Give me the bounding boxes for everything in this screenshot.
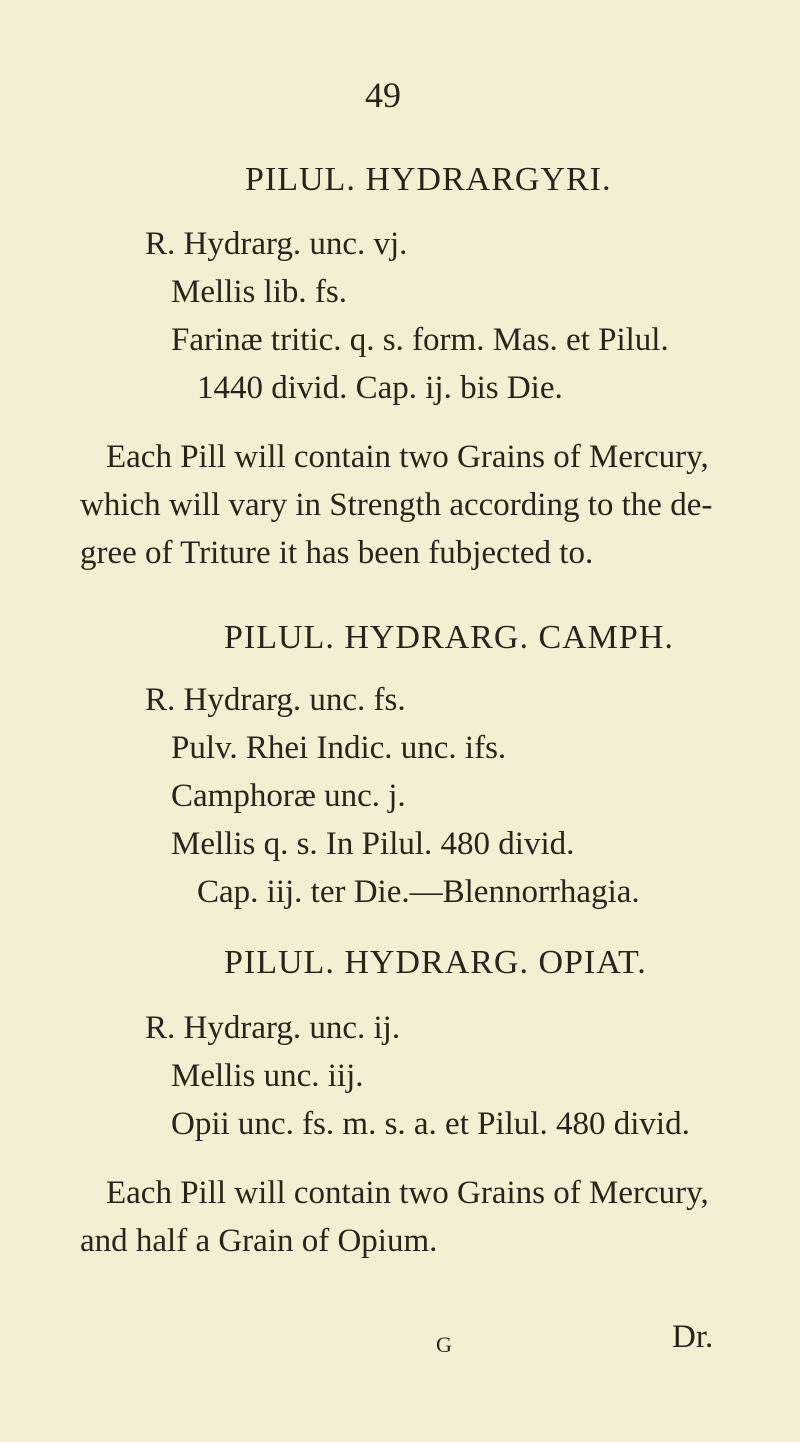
note-line: Each Pill will contain two Grains of Mercury,: [106, 1175, 709, 1211]
section-heading-hydrargyri: PILUL. HYDRARGYRI.: [245, 161, 612, 198]
recipe-line: R. Hydrarg. unc. fs.: [145, 682, 406, 718]
recipe-line: 1440 divid. Cap. ij. bis Die.: [197, 370, 563, 406]
recipe-line: Farinæ tritic. q. s. form. Mas. et Pilul.: [171, 322, 669, 358]
signature-mark: G: [436, 1332, 452, 1357]
recipe-line: Pulv. Rhei Indic. unc. ifs.: [171, 730, 507, 766]
recipe-line: R. Hydrarg. unc. ij.: [145, 1010, 401, 1046]
recipe-line: Mellis lib. fs.: [171, 274, 348, 310]
section-heading-hydrarg-camph: PILUL. HYDRARG. CAMPH.: [224, 619, 674, 656]
page-number: 49: [365, 75, 401, 115]
note-line: and half a Grain of Opium.: [80, 1223, 438, 1259]
recipe-line: Cap. iij. ter Die.—Blennorrhagia.: [197, 874, 640, 910]
recipe-line: Camphoræ unc. j.: [171, 778, 406, 814]
note-line: Each Pill will contain two Grains of Mercury,: [106, 439, 709, 475]
note-line: which will vary in Strength according to the de-: [80, 487, 713, 523]
catchword: Dr.: [672, 1319, 714, 1355]
note-line: gree of Triture it has been fubjected to.: [80, 535, 594, 571]
recipe-line: Mellis q. s. In Pilul. 480 divid.: [171, 826, 575, 862]
recipe-line: Mellis unc. iij.: [171, 1058, 364, 1094]
recipe-line: R. Hydrarg. unc. vj.: [145, 226, 408, 262]
section-heading-hydrarg-opiat: PILUL. HYDRARG. OPIAT.: [224, 944, 647, 981]
recipe-line: Opii unc. fs. m. s. a. et Pilul. 480 divid.: [171, 1106, 690, 1142]
